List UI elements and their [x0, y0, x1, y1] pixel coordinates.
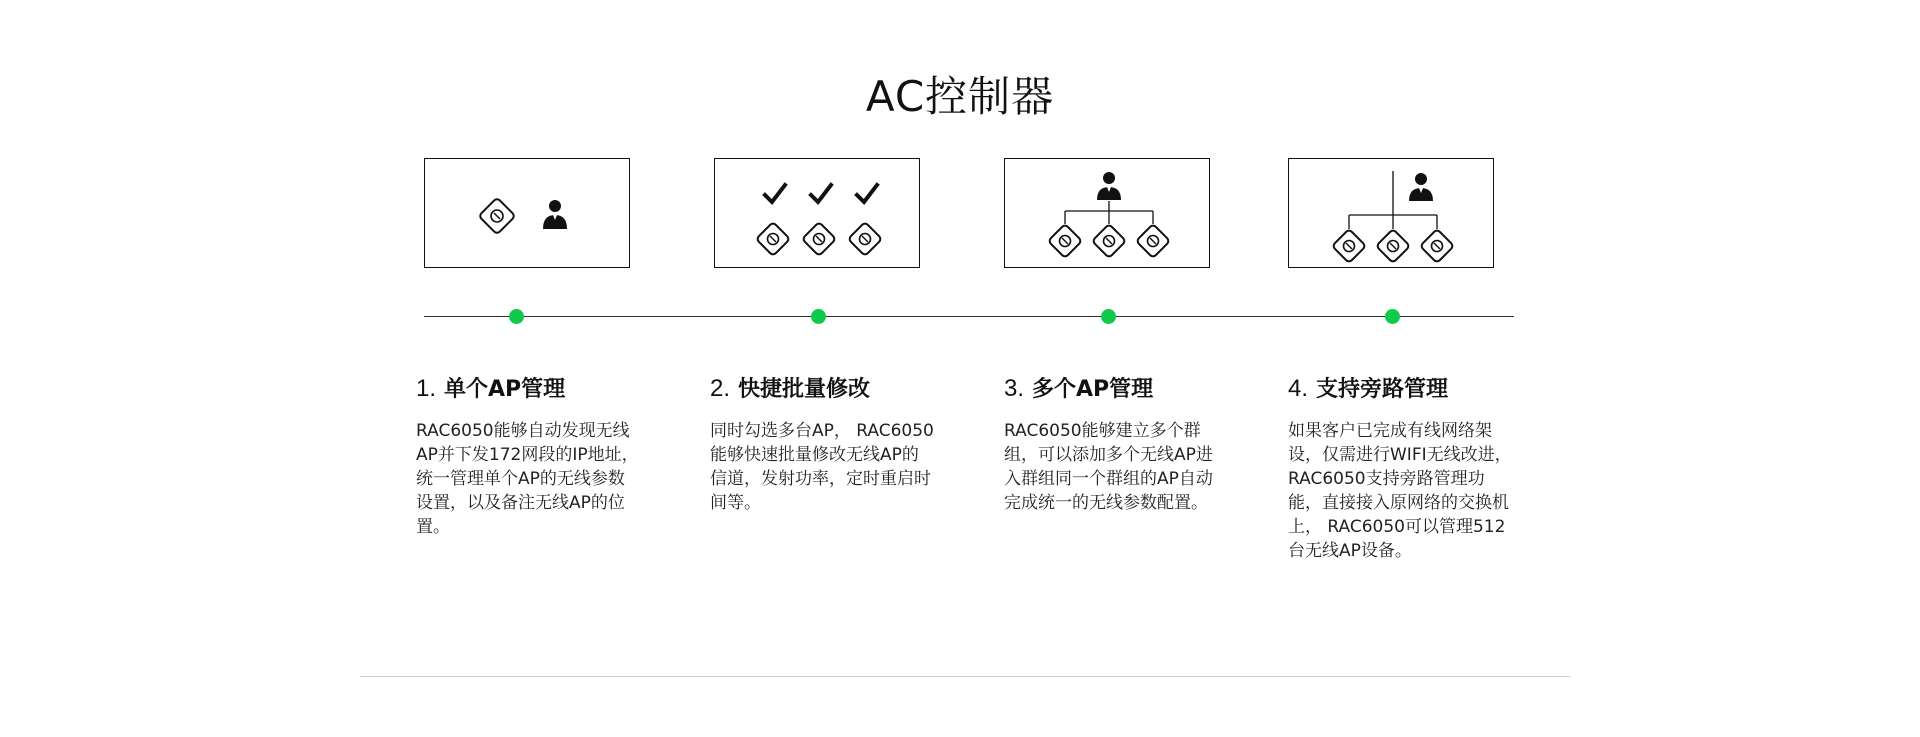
user-icon [543, 200, 567, 229]
ap-icon [1332, 229, 1366, 263]
ap-icon [1136, 224, 1170, 258]
user-icon [1097, 172, 1121, 200]
ap-icon [479, 198, 516, 235]
batch-modify-illustration [715, 159, 921, 269]
step-number: 3. [1004, 375, 1025, 402]
step-3 [1004, 372, 1229, 515]
ap-icon [802, 222, 836, 256]
card-multi-ap [1004, 158, 1210, 268]
step-title [1004, 372, 1229, 403]
footer-divider [360, 676, 1570, 677]
page-title: AC控制器 [865, 72, 1055, 122]
timeline-dot [509, 309, 524, 324]
card-single-ap [424, 158, 630, 268]
multi-ap-illustration [1005, 159, 1211, 269]
card-bypass [1288, 158, 1494, 268]
check-icon [811, 185, 831, 202]
step-4 [1288, 372, 1513, 563]
ap-icon [1376, 229, 1410, 263]
ap-icon [1048, 224, 1082, 258]
tree-connector [1065, 201, 1153, 224]
step-description: 如果客户已完成有线网络架设，仅需进行WIFI无线改进， RAC6050支持旁路管理功能，直接接入原网络的交换机上， RAC6050可以管理512台无线AP设备。 [1288, 421, 1512, 561]
ap-icon [848, 222, 882, 256]
bypass-illustration [1289, 159, 1495, 269]
step-number: 4. [1288, 375, 1309, 402]
timeline-dot [811, 309, 826, 324]
step-title-text: 快捷批量修改 [738, 377, 871, 402]
step-title [416, 372, 641, 403]
ap-icon [1420, 229, 1454, 263]
step-1 [416, 372, 641, 539]
user-icon [1409, 173, 1433, 201]
step-number: 2. [710, 375, 731, 402]
check-icon [765, 185, 785, 202]
ap-icon [1092, 224, 1126, 258]
step-description: RAC6050能够建立多个群组，可以添加多个无线AP进入群组同一个群组的AP自动完成统一的无线参数配置。 [1004, 421, 1213, 513]
card-batch-modify [714, 158, 920, 268]
step-title-text: 支持旁路管理 [1316, 377, 1449, 402]
step-title [1288, 372, 1513, 403]
step-title [710, 372, 935, 403]
check-icon [857, 185, 877, 202]
step-number: 1. [416, 375, 437, 402]
step-description: RAC6050能够自动发现无线AP并下发172网段的IP地址，统一管理单个AP的无线参数设置，以及备注无线AP的位置。 [416, 421, 639, 537]
single-ap-illustration [425, 159, 631, 269]
ap-icon [756, 222, 790, 256]
timeline-line [424, 316, 1514, 317]
step-title-text: 多个AP管理 [1032, 377, 1154, 402]
timeline-dot [1101, 309, 1116, 324]
timeline-dot [1385, 309, 1400, 324]
step-description: 同时勾选多台AP， RAC6050能够快速批量修改无线AP的信道，发射功率，定时重启时间等。 [710, 421, 934, 513]
step-title-text: 单个AP管理 [444, 377, 566, 402]
step-2 [710, 372, 935, 515]
